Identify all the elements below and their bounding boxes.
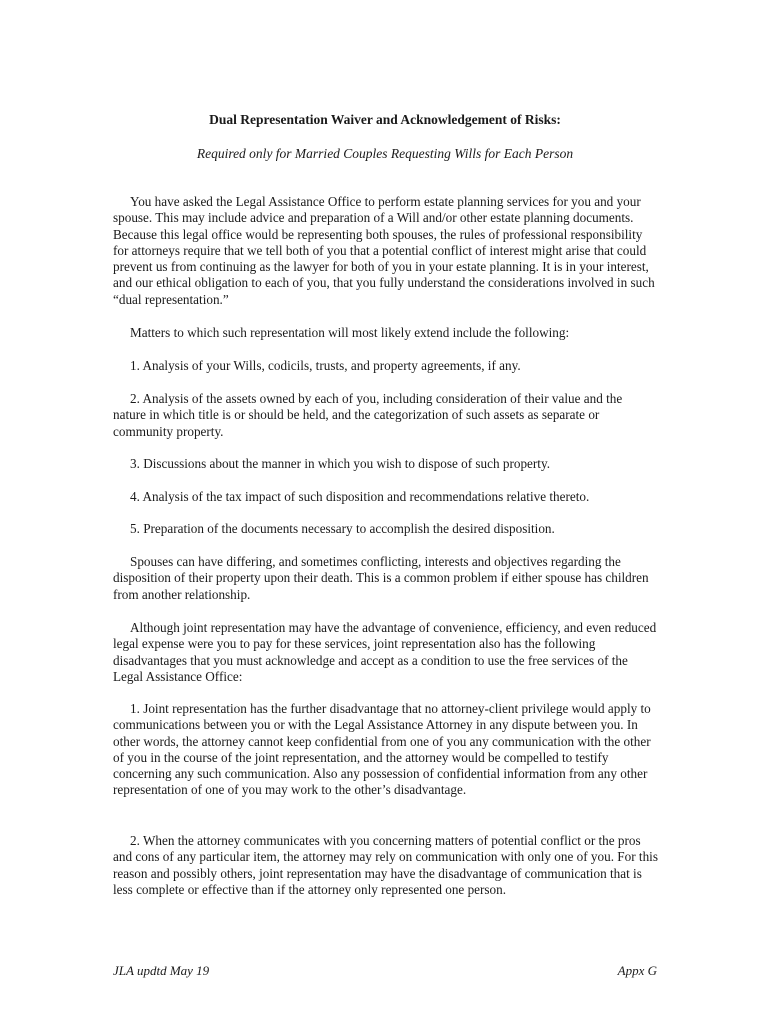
footer-revision-note: JLA updtd May 19 [113, 963, 210, 978]
list-item-matter-3: 3. Discussions about the manner in which you wish to dispose of such property. [130, 456, 550, 471]
document-subtitle: Required only for Married Couples Requesting Wills for Each Person [196, 146, 574, 161]
list-item-disadvantage-1: 1. Joint representation has the further disadvantage that no attorney-client privilege would apply to communications between you or with the Legal Assistance Attorney in any dispute between you. In other words, the attorney cannot keep confidential from one of you any communication with the other of you in the course of the joint representation, and the attorney would be compelled to testify concerning any such communication. Also any possession of confidential information from any other representation of one of you may work to the other’s disadvantage. [113, 701, 651, 798]
list-item-matter-4: 4. Analysis of the tax impact of such disposition and recommendations relative thereto. [130, 489, 590, 504]
paragraph-matters: Matters to which such representation will most likely extend include the following: [130, 325, 570, 340]
footer-appendix-label: Appx G [617, 963, 657, 978]
document-title: Dual Representation Waiver and Acknowledgement of Risks: [209, 112, 561, 127]
paragraph-spouses: Spouses can have differing, and sometimes conflicting, interests and objectives regarding the disposition of their property upon their death. This is a common problem if either spouse has children from another relationship. [113, 554, 649, 602]
list-item-disadvantage-2: 2. When the attorney communicates with you concerning matters of potential conflict or the pros and cons of any particular item, the attorney may rely on communication with only one of you. For this reason and possibly others, joint representation may have the disadvantage of communication that is less complete or effective than if the attorney only represented one person. [113, 833, 658, 897]
list-item-matter-2: 2. Analysis of the assets owned by each of you, including consideration of their value and the nature in which title is or should be held, and the categorization of such assets as separate or community property. [113, 391, 623, 439]
paragraph-joint-representation: Although joint representation may have the advantage of convenience, efficiency, and even reduced legal expense were you to pay for these services, joint representation also has the following disadvantages that you must acknowledge and accept as a condition to use the free services of the Legal Assistance Office: [113, 620, 657, 684]
paragraph-intro: You have asked the Legal Assistance Office to perform estate planning services for you and your spouse. This may include advice and preparation of a Will and/or other estate planning documents. Because this legal office would be representing both spouses, the rules of professional responsibility for attorneys require that we tell both of you that a potential conflict of interest might arise that could prevent us from continuing as the lawyer for both of you in your estate planning. It is in your interest, and our ethical obligation to each of you, that you fully understand the considerations involved in such “dual representation.” [113, 194, 655, 307]
list-item-matter-1: 1. Analysis of your Wills, codicils, trusts, and property agreements, if any. [130, 358, 521, 373]
list-item-matter-5: 5. Preparation of the documents necessary to accomplish the desired disposition. [130, 521, 555, 536]
